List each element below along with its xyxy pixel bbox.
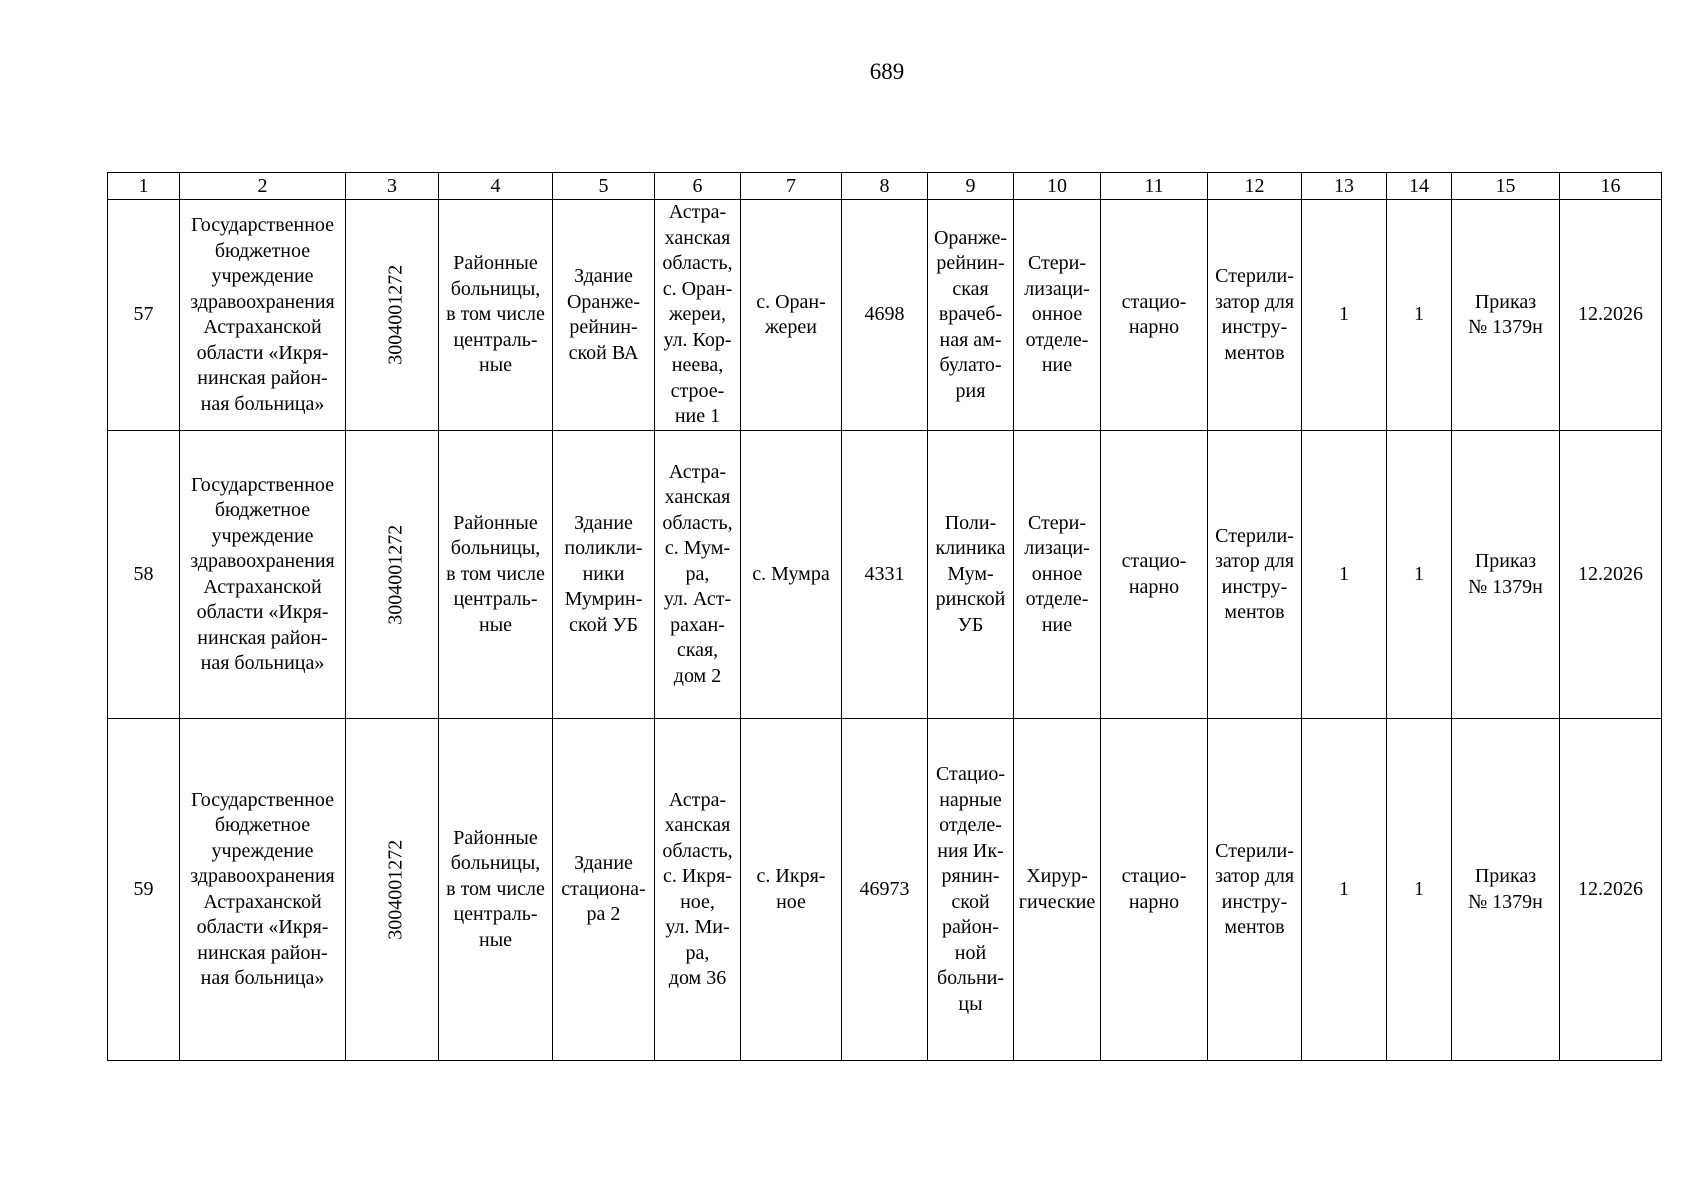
population: 4698 [842, 200, 928, 431]
population: 4331 [842, 431, 928, 719]
col-header: 12 [1208, 173, 1302, 200]
col-header: 9 [928, 173, 1014, 200]
col-header: 4 [439, 173, 553, 200]
care-mode: стацио- нарно [1101, 200, 1208, 431]
settlement: с. Оран- жереи [741, 200, 842, 431]
equipment-name: Стерили- затор для инстру- ментов [1208, 200, 1302, 431]
inn-code-text: 3004001272 [384, 839, 407, 940]
equipment-name: Стерили- затор для инстру- ментов [1208, 431, 1302, 719]
inn-code-text: 3004001272 [384, 524, 407, 625]
row-number: 58 [108, 431, 180, 719]
col-header: 3 [346, 173, 439, 200]
equipment-name: Стерили- затор для инстру- ментов [1208, 719, 1302, 1061]
inn-code-text: 3004001272 [384, 265, 407, 365]
col-header: 5 [553, 173, 655, 200]
building-name: Здание поликли- ники Мумрин- ской УБ [553, 431, 655, 719]
row-number: 59 [108, 719, 180, 1061]
quantity-14: 1 [1387, 431, 1452, 719]
col-header: 6 [655, 173, 741, 200]
organization-name: Государственное бюджетное учреждение здравоохранения Астраханской области «Икря- нинская район- ная больница» [180, 200, 346, 431]
inn-code [346, 719, 439, 1061]
population: 46973 [842, 719, 928, 1061]
col-header: 14 [1387, 173, 1452, 200]
row-number: 57 [108, 200, 180, 431]
col-header: 8 [842, 173, 928, 200]
care-mode: стацио- нарно [1101, 431, 1208, 719]
settlement: с. Мумра [741, 431, 842, 719]
order-reference: Приказ № 1379н [1452, 719, 1560, 1061]
department: Хирур- гические [1014, 719, 1101, 1061]
col-header: 7 [741, 173, 842, 200]
department: Стери- лизаци- онное отделе- ние [1014, 200, 1101, 431]
page-number: 689 [869, 59, 905, 84]
quantity-14: 1 [1387, 200, 1452, 431]
table-row [108, 719, 1662, 1061]
quantity-13: 1 [1302, 200, 1387, 431]
facility-type: Районные больницы, в том числе централь- ные [439, 431, 553, 719]
col-header: 1 [108, 173, 180, 200]
order-reference: Приказ № 1379н [1452, 431, 1560, 719]
header-row [108, 173, 1662, 200]
address: Астра- ханская область, с. Икря- ное, ул. Ми- ра, дом 36 [655, 719, 741, 1061]
col-header: 11 [1101, 173, 1208, 200]
organization-name: Государственное бюджетное учреждение здравоохранения Астраханской области «Икря- нинская район- ная больница» [180, 719, 346, 1061]
quantity-13: 1 [1302, 719, 1387, 1061]
deadline-date: 12.2026 [1560, 719, 1662, 1061]
col-header: 13 [1302, 173, 1387, 200]
facility-type: Районные больницы, в том числе централь- ные [439, 719, 553, 1061]
deadline-date: 12.2026 [1560, 431, 1662, 719]
col-header: 10 [1014, 173, 1101, 200]
table-row [108, 200, 1662, 431]
table-row [108, 431, 1662, 719]
subdivision: Поли- клиника Мум- ринской УБ [928, 431, 1014, 719]
building-name: Здание стациона- ра 2 [553, 719, 655, 1061]
subdivision: Оранже- рейнин- ская врачеб- ная ам- булато- рия [928, 200, 1014, 431]
registry-table [107, 172, 1662, 1061]
organization-name: Государственное бюджетное учреждение здравоохранения Астраханской области «Икря- нинская район- ная больница» [180, 431, 346, 719]
address: Астра- ханская область, с. Мум- ра, ул. Аст- рахан- ская, дом 2 [655, 431, 741, 719]
address: Астра- ханская область, с. Оран- жереи, ул. Кор- неева, строе- ние 1 [655, 200, 741, 431]
col-header: 16 [1560, 173, 1662, 200]
building-name: Здание Оранже- рейнин- ской ВА [553, 200, 655, 431]
settlement: с. Икря- ное [741, 719, 842, 1061]
quantity-14: 1 [1387, 719, 1452, 1061]
care-mode: стацио- нарно [1101, 719, 1208, 1061]
quantity-13: 1 [1302, 431, 1387, 719]
col-header: 2 [180, 173, 346, 200]
order-reference: Приказ № 1379н [1452, 200, 1560, 431]
col-header: 15 [1452, 173, 1560, 200]
deadline-date: 12.2026 [1560, 200, 1662, 431]
department: Стери- лизаци- онное отделе- ние [1014, 431, 1101, 719]
facility-type: Районные больницы, в том числе централь- ные [439, 200, 553, 431]
subdivision: Стацио- нарные отделе- ния Ик- рянин- ской район- ной больни- цы [928, 719, 1014, 1061]
inn-code [346, 431, 439, 719]
inn-code [346, 200, 439, 431]
